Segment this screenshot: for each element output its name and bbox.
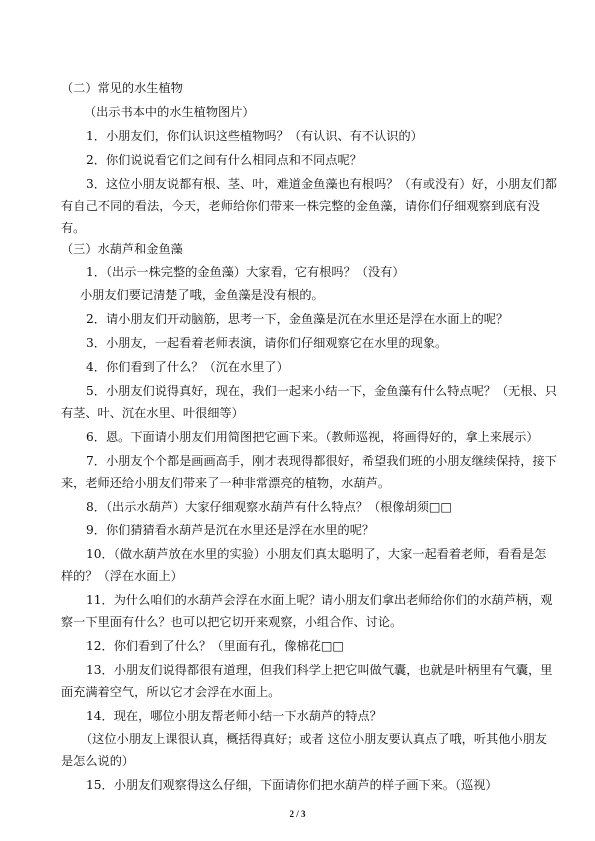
list-item-line: 8．（出示水葫芦）大家仔细观察水葫芦有什么特点？（根像胡须□□ [86, 500, 452, 514]
list-item-line: 3．小朋友，一起看着老师表演，请你们仔细观察它在水里的现象。 [86, 336, 448, 350]
paragraph-line: 面充满着空气，所以它才会浮在水面上。 [61, 685, 281, 699]
list-item-line: 1．小朋友们，你们认识这些植物吗？（有认识、有不认识的） [86, 129, 423, 143]
list-item-line: 13．小朋友们说得都很有道理，但我们科学上把它叫做气囊，也就是叶柄里有气囊，里 [86, 663, 553, 677]
list-item-line: 3．这位小朋友说都有根、茎、叶，难道金鱼藻也有根吗？（有或没有）好，小朋友们都 [86, 177, 557, 191]
list-item-line: 6．恩。下面请小朋友们用简图把它画下来。（教师巡视，将画得好的，拿上来展示） [86, 430, 539, 444]
list-item-line: 1．（出示一株完整的金鱼藻）大家看，它有根吗？（没有） [86, 265, 405, 279]
paragraph-line: 是怎么说的） [61, 754, 135, 768]
paragraph-line: 有。 [61, 221, 86, 235]
paragraph-line: 有茎、叶、沉在水里、叶很细等） [61, 406, 244, 420]
paragraph-line: 样的？（浮在水面上） [61, 569, 183, 583]
list-item-line: 2．请小朋友们开动脑筋，思考一下，金鱼藻是沉在水里还是浮在水面上的呢？ [86, 312, 509, 326]
paragraph-line: （出示书本中的水生植物图片） [84, 105, 255, 119]
list-item-line: 15．小朋友们观察得这么仔细，下面请你们把水葫芦的样子画下来。（巡视） [86, 778, 498, 792]
list-item-line: 11．为什么咱们的水葫芦会浮在水面上呢？请小朋友们拿出老师给你们的水葫芦柄，观 [86, 593, 553, 607]
list-item-line: 7．小朋友个个都是画画高手，刚才表现得都很好，希望我们班的小朋友继续保持，接下 [86, 454, 557, 468]
section-heading-aquatic-plants: （二）常见的水生植物 [61, 81, 183, 95]
paragraph-line: 来，老师还给小朋友们带来了一种非常漂亮的植物，水葫芦。 [61, 476, 391, 490]
list-item-line: 12．你们看到了什么？（里面有孔，像棉花□□ [86, 639, 344, 653]
list-item-line: 10．（做水葫芦放在水里的实验）小朋友们真太聪明了，大家一起看着老师，看看是怎 [86, 547, 547, 561]
page-number: 2 / 3 [289, 809, 306, 819]
paragraph-line: 小朋友们要记清楚了哦，金鱼藻是没有根的。 [80, 288, 324, 302]
paragraph-line: 察一下里面有什么？也可以把它切开来观察，小组合作、讨论。 [61, 615, 403, 629]
paragraph-line: （这位小朋友上课很认真，概括得真好；或者 这位小朋友要认真点了哦，听其他小朋友 [80, 732, 547, 746]
list-item-line: 14．现在，哪位小朋友帮老师小结一下水葫芦的特点？ [86, 709, 382, 723]
section-heading-water-hyacinth: （三）水葫芦和金鱼藻 [61, 242, 183, 256]
list-item-line: 4．你们看到了什么？（沉在水里了） [86, 360, 289, 374]
list-item-line: 2．你们说说看它们之间有什么相同点和不同点呢？ [86, 153, 362, 167]
list-item-line: 5．小朋友们说得真好，现在，我们一起来小结一下，金鱼藻有什么特点呢？（无根、只 [86, 384, 557, 398]
list-item-line: 9．你们猜猜看水葫芦是沉在水里还是浮在水里的呢？ [86, 523, 375, 537]
paragraph-line: 有自己不同的看法，今天，老师给你们带来一株完整的金鱼藻，请你们仔细观察到底有没 [61, 199, 540, 213]
